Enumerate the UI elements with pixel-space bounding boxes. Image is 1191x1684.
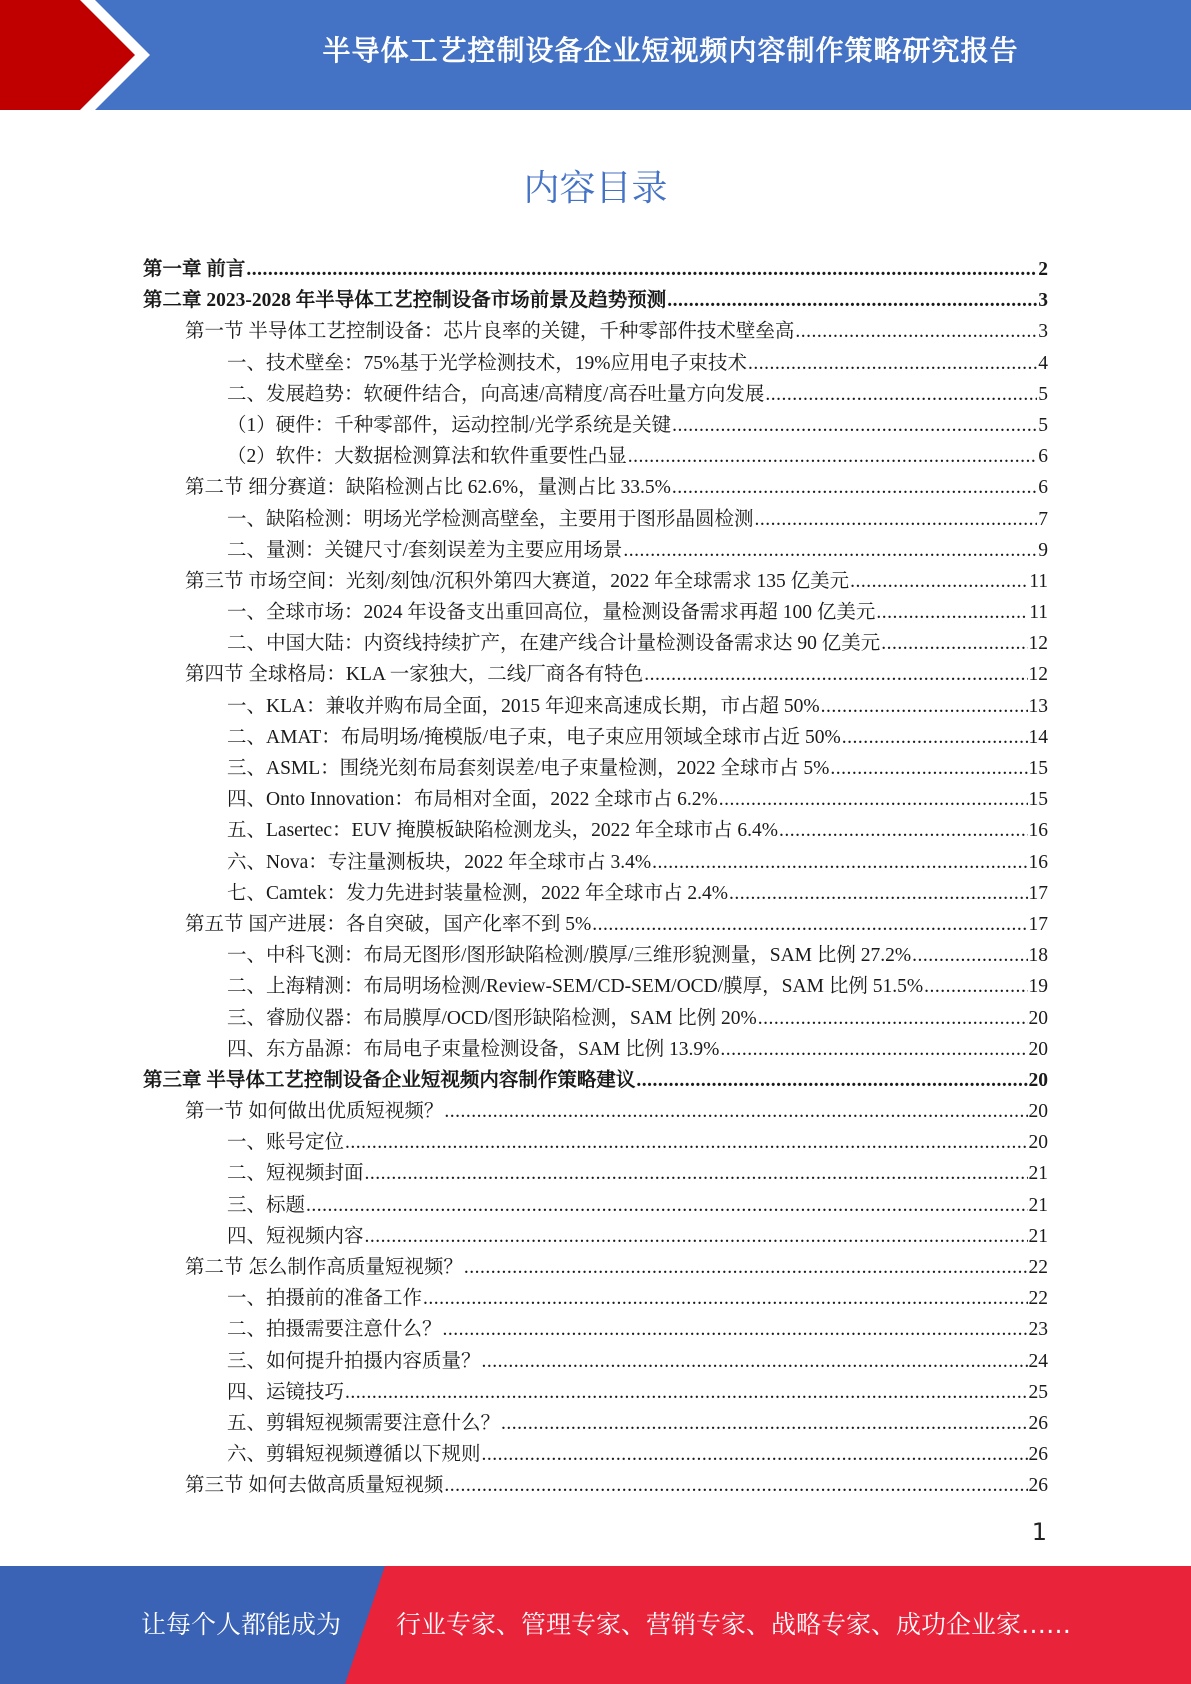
toc-entry[interactable] [143, 410, 1048, 441]
toc-entry-page: 6 [1038, 446, 1048, 468]
toc-entry-page: 26 [1028, 1412, 1048, 1434]
toc-entry[interactable] [143, 441, 1048, 472]
toc-dot-leader [912, 940, 1027, 971]
toc-entry-page: 11 [1029, 570, 1048, 592]
toc-entry[interactable] [143, 535, 1048, 566]
toc-entry-title: 二、量测：关键尺寸/套刻误差为主要应用场景 [227, 539, 623, 561]
toc-entry-title: 四、运镜技巧 [227, 1381, 345, 1403]
toc-entry[interactable] [143, 316, 1048, 347]
toc-entry-title: 第一节 如何做出优质短视频？ [185, 1101, 444, 1123]
toc-entry-title: 六、Nova：专注量测板块，2022 年全球市占 3.4% [227, 851, 652, 873]
toc-dot-leader [652, 847, 1027, 878]
toc-dot-leader [644, 659, 1027, 690]
toc-entry-title: 第一节 半导体工艺控制设备：芯片良率的关键，千种零部件技术壁垒高 [185, 321, 795, 343]
toc-entry-page: 21 [1028, 1225, 1048, 1247]
toc-dot-leader [501, 1408, 1027, 1439]
toc-entry-page: 17 [1028, 882, 1048, 904]
toc-dot-leader [881, 628, 1027, 659]
toc-entry[interactable] [143, 753, 1048, 784]
toc-dot-leader [306, 1190, 1027, 1221]
toc-entry[interactable] [143, 784, 1048, 815]
toc-entry[interactable] [143, 1346, 1048, 1377]
toc-dot-leader [482, 1439, 1028, 1470]
toc-dot-leader [345, 1377, 1027, 1408]
toc-entry[interactable] [143, 1470, 1048, 1501]
toc-dot-leader [444, 1470, 1027, 1501]
toc-dot-leader [246, 254, 1037, 285]
toc-entry[interactable] [143, 1252, 1048, 1283]
toc-entry-title: 第三节 如何去做高质量短视频 [185, 1475, 444, 1497]
toc-entry[interactable] [143, 1314, 1048, 1345]
toc-entry-page: 18 [1028, 945, 1048, 967]
toc-entry-page: 17 [1028, 913, 1048, 935]
toc-entry-title: 二、拍摄需要注意什么？ [227, 1319, 442, 1341]
toc-dot-leader [592, 909, 1027, 940]
toc-entry-page: 14 [1028, 726, 1048, 748]
toc-dot-leader [755, 504, 1038, 535]
toc-dot-leader [672, 472, 1037, 503]
toc-dot-leader [729, 878, 1027, 909]
toc-heading: 内容目录 [523, 168, 668, 209]
toc-entry-title: 第二章 2023-2028 年半导体工艺控制设备市场前景及趋势预测 [143, 290, 667, 312]
toc-entry-page: 3 [1038, 321, 1048, 343]
toc-entry[interactable] [143, 472, 1048, 503]
footer-slogan-left: 让每个人都能成为 [141, 1610, 342, 1639]
toc-entry[interactable] [143, 597, 1048, 628]
toc-entry-title: 第四节 全球格局：KLA 一家独大，二线厂商各有特色 [185, 664, 644, 686]
toc-entry-title: 二、上海精测：布局明场检测/Review-SEM/CD-SEM/OCD/膜厚，SAM 比例 51.5% [227, 976, 924, 998]
toc-entry-page: 20 [1028, 1101, 1048, 1123]
toc-entry[interactable] [143, 254, 1048, 285]
toc-entry[interactable] [143, 1096, 1048, 1127]
toc-entry[interactable] [143, 1221, 1048, 1252]
page-footer [0, 1566, 1191, 1684]
toc-entry-page: 4 [1038, 352, 1048, 374]
footer-slogan-right: 行业专家、管理专家、营销专家、战略专家、成功企业家…… [396, 1610, 1072, 1639]
toc-entry[interactable] [143, 1158, 1048, 1189]
toc-entry-page: 20 [1028, 1007, 1048, 1029]
toc-entry[interactable] [143, 1439, 1048, 1470]
toc-dot-leader [636, 1065, 1027, 1096]
toc-entry[interactable] [143, 379, 1048, 410]
toc-entry-page: 7 [1038, 508, 1048, 530]
toc-entry[interactable] [143, 940, 1048, 971]
toc-entry-title: 三、ASML：围绕光刻布局套刻误差/电子束量检测，2022 全球市占 5% [227, 758, 830, 779]
toc-entry-page: 2 [1038, 259, 1048, 280]
toc-entry[interactable] [143, 659, 1048, 690]
page-header [0, 0, 1191, 110]
toc-entry-page: 22 [1028, 1288, 1048, 1310]
toc-entry[interactable] [143, 504, 1048, 535]
toc-dot-leader [345, 1127, 1027, 1158]
toc-entry[interactable] [143, 1034, 1048, 1065]
toc-entry-title: 一、KLA：兼收并购布局全面，2015 年迎来高速成长期，市占超 50% [227, 695, 820, 717]
toc-entry-title: （2）软件：大数据检测算法和软件重要性凸显 [227, 446, 627, 468]
toc-entry-page: 20 [1028, 1132, 1048, 1154]
toc-entry-title: 二、中国大陆：内资线持续扩产，在建产线合计量检测设备需求达 90 亿美元 [227, 633, 881, 655]
toc-dot-leader [719, 784, 1028, 815]
toc-dot-leader [623, 535, 1037, 566]
toc-entry-page: 19 [1028, 976, 1048, 998]
toc-dot-leader [628, 441, 1037, 472]
toc-dot-leader [423, 1283, 1027, 1314]
toc-entry-title: 五、剪辑短视频需要注意什么？ [227, 1412, 501, 1434]
toc-dot-leader [365, 1158, 1028, 1189]
toc-dot-leader [464, 1252, 1028, 1283]
toc-entry-page: 15 [1028, 789, 1048, 811]
toc-dot-leader [667, 285, 1037, 316]
toc-dot-leader [830, 753, 1027, 784]
toc-entry-title: 第五节 国产进展：各自突破，国产化率不到 5% [185, 913, 592, 935]
toc-entry-title: 五、Lasertec：EUV 掩膜板缺陷检测龙头，2022 年全球市占 6.4% [227, 820, 778, 842]
toc-entry-title: 一、技术壁垒：75%基于光学检测技术，19%应用电子束技术 [227, 352, 747, 374]
toc-entry[interactable] [143, 1408, 1048, 1439]
toc-dot-leader [924, 971, 1027, 1002]
toc-entry-page: 15 [1028, 758, 1048, 779]
toc-entry[interactable] [143, 722, 1048, 753]
toc-entry-page: 5 [1038, 414, 1048, 436]
toc-entry-title: 第三章 半导体工艺控制设备企业短视频内容制作策略建议 [143, 1069, 636, 1091]
toc-dot-leader [850, 566, 1028, 597]
toc-dot-leader [365, 1221, 1028, 1252]
toc-entry-page: 16 [1028, 820, 1048, 842]
toc-entry-page: 11 [1029, 602, 1048, 624]
toc-entry-page: 24 [1028, 1350, 1048, 1372]
toc-dot-leader [765, 379, 1037, 410]
toc-entry[interactable] [143, 847, 1048, 878]
toc-dot-leader [672, 410, 1037, 441]
toc-entry-title: 一、拍摄前的准备工作 [227, 1288, 423, 1310]
toc-entry-page: 20 [1028, 1038, 1048, 1060]
toc-entry-title: 二、发展趋势：软硬件结合，向高速/高精度/高吞吐量方向发展 [227, 383, 765, 405]
toc-dot-leader [720, 1034, 1027, 1065]
toc-entry-title: 一、缺陷检测：明场光学检测高壁垒，主要用于图形晶圆检测 [227, 508, 754, 530]
toc-entry-page: 26 [1028, 1444, 1048, 1466]
toc-entry[interactable] [143, 1283, 1048, 1314]
toc-entry[interactable] [143, 1003, 1048, 1034]
toc-entry[interactable] [143, 1127, 1048, 1158]
toc-entry-title: 二、AMAT：布局明场/掩模版/电子束，电子束应用领域全球市占近 50% [227, 726, 841, 748]
toc-dot-leader [876, 597, 1028, 628]
toc-entry-page: 25 [1028, 1381, 1048, 1403]
toc-entry-title: （1）硬件：千种零部件，运动控制/光学系统是关键 [227, 414, 672, 436]
toc-entry-page: 16 [1028, 851, 1048, 873]
toc-entry-page: 21 [1028, 1163, 1048, 1185]
toc-entry-title: 七、Camtek：发力先进封装量检测，2022 年全球市占 2.4% [227, 882, 729, 904]
toc-dot-leader [443, 1314, 1028, 1345]
toc-entry[interactable] [143, 566, 1048, 597]
toc-entry-title: 三、标题 [227, 1194, 306, 1216]
toc-entry-page: 6 [1038, 477, 1048, 499]
toc-entry[interactable] [143, 878, 1048, 909]
toc-entry-page: 21 [1028, 1194, 1048, 1216]
toc-entry-page: 12 [1028, 633, 1048, 655]
toc-entry-title: 六、剪辑短视频遵循以下规则 [227, 1444, 481, 1466]
toc-entry-title: 四、Onto Innovation：布局相对全面，2022 全球市占 6.2% [227, 789, 718, 811]
table-of-contents [143, 254, 1048, 1502]
toc-entry[interactable] [143, 285, 1048, 316]
toc-dot-leader [795, 316, 1037, 347]
toc-entry-title: 四、东方晶源：布局电子束量检测设备，SAM 比例 13.9% [227, 1038, 720, 1060]
toc-entry-title: 四、短视频内容 [227, 1225, 364, 1247]
toc-entry[interactable] [143, 691, 1048, 722]
toc-entry-title: 一、中科飞测：布局无图形/图形缺陷检测/膜厚/三维形貌测量，SAM 比例 27.2% [227, 945, 912, 967]
toc-entry[interactable] [143, 348, 1048, 379]
toc-dot-leader [758, 1003, 1028, 1034]
toc-entry-page: 20 [1028, 1069, 1048, 1091]
toc-entry-page: 3 [1038, 290, 1048, 312]
toc-entry-page: 26 [1028, 1475, 1048, 1497]
toc-dot-leader [444, 1096, 1027, 1127]
report-title: 半导体工艺控制设备企业短视频内容制作策略研究报告 [322, 34, 1019, 67]
toc-entry-title: 第二节 怎么制作高质量短视频？ [185, 1257, 463, 1278]
toc-entry[interactable] [143, 1065, 1048, 1096]
toc-dot-leader [821, 691, 1028, 722]
toc-entry[interactable] [143, 815, 1048, 846]
toc-entry[interactable] [143, 971, 1048, 1002]
page-number: 1 [1031, 1518, 1047, 1546]
toc-dot-leader [842, 722, 1028, 753]
toc-dot-leader [748, 348, 1037, 379]
toc-entry-title: 三、如何提升拍摄内容质量？ [227, 1350, 481, 1372]
toc-entry[interactable] [143, 1377, 1048, 1408]
toc-entry-page: 22 [1028, 1257, 1048, 1278]
toc-entry-title: 三、睿励仪器：布局膜厚/OCD/图形缺陷检测，SAM 比例 20% [227, 1007, 757, 1029]
toc-entry-page: 5 [1038, 383, 1048, 405]
toc-entry[interactable] [143, 1190, 1048, 1221]
toc-entry-title: 二、短视频封面 [227, 1163, 364, 1185]
toc-entry[interactable] [143, 909, 1048, 940]
toc-entry-page: 23 [1028, 1319, 1048, 1341]
toc-entry-title: 第一章 前言 [143, 259, 246, 280]
toc-entry-title: 第二节 细分赛道：缺陷检测占比 62.6%，量测占比 33.5% [185, 477, 671, 499]
toc-entry-page: 13 [1028, 695, 1048, 717]
toc-entry-page: 9 [1038, 539, 1048, 561]
toc-entry-title: 一、账号定位 [227, 1132, 345, 1154]
toc-entry-title: 第三节 市场空间：光刻/刻蚀/沉积外第四大赛道，2022 年全球需求 135 亿美元 [185, 570, 850, 592]
toc-entry-page: 12 [1028, 664, 1048, 686]
toc-dot-leader [482, 1346, 1028, 1377]
toc-entry-title: 一、全球市场：2024 年设备支出重回高位，量检测设备需求再超 100 亿美元 [227, 602, 876, 624]
toc-entry[interactable] [143, 628, 1048, 659]
toc-dot-leader [779, 815, 1028, 846]
